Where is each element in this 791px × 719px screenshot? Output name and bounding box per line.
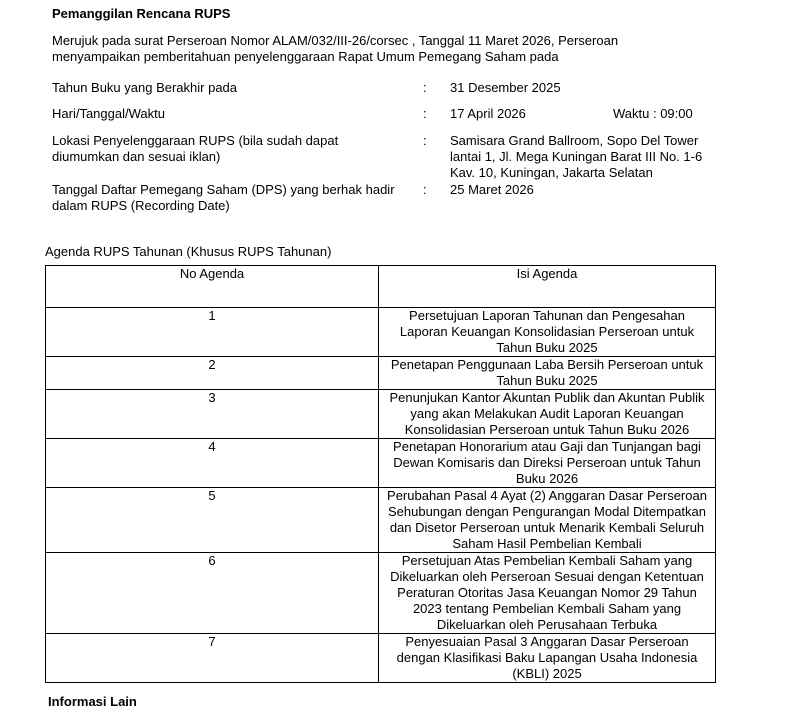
agenda-row	[46, 634, 716, 683]
location-label-line-1: Lokasi Penyelenggaraan RUPS (bila sudah dapat	[52, 133, 339, 148]
agenda-content-line: Tahun Buku 2025	[496, 340, 598, 355]
agenda-content-line: Penyesuaian Pasal 3 Anggaran Dasar Perseroan	[405, 634, 689, 649]
agenda-number: 4	[46, 439, 379, 488]
recording-date-label-line-2: dalam RUPS (Recording Date)	[52, 198, 230, 213]
intro-text-line-1: Merujuk pada surat Perseroan Nomor ALAM/032/III-26/corsec , Tanggal 11 Maret 2026, Perseroan	[52, 33, 619, 48]
date-time-separator: :	[423, 106, 427, 121]
recording-date-separator: :	[423, 182, 427, 197]
agenda-content-line: dan Disetor Perseroan untuk Menarik Kembali Seluruh	[389, 520, 705, 535]
agenda-content-line: (KBLI) 2025	[512, 666, 582, 681]
location-label-line-2: diumumkan dan sesuai iklan)	[52, 149, 221, 164]
location-separator: :	[423, 133, 427, 148]
page-title: Pemanggilan Rencana RUPS	[52, 6, 231, 21]
agenda-number: 6	[46, 553, 379, 634]
agenda-content	[379, 634, 716, 683]
agenda-number: 7	[46, 634, 379, 683]
agenda-content-line: Perubahan Pasal 4 Ayat (2) Anggaran Dasar Perseroan	[387, 488, 707, 503]
agenda-content-line: Persetujuan Laporan Tahunan dan Pengesahan	[409, 308, 685, 323]
agenda-title: Agenda RUPS Tahunan (Khusus RUPS Tahunan)	[45, 244, 332, 259]
meeting-time-value: Waktu : 09:00	[613, 106, 693, 121]
agenda-content	[379, 308, 716, 357]
meeting-date-value: 17 April 2026	[450, 106, 526, 121]
agenda-row	[46, 488, 716, 553]
agenda-content-line: Buku 2026	[515, 471, 579, 486]
agenda-content-line: Persetujuan Atas Pembelian Kembali Saham yang	[401, 553, 693, 568]
location-value-line-1: Samisara Grand Ballroom, Sopo Del Tower	[450, 133, 699, 148]
agenda-content-line: Dikeluarkan oleh Perseroan Sesuai dengan Ketentuan	[390, 569, 704, 584]
column-header-isi-agenda: Isi Agenda	[379, 266, 716, 308]
column-header-no-agenda: No Agenda	[46, 266, 379, 308]
agenda-number: 3	[46, 390, 379, 439]
agenda-number: 5	[46, 488, 379, 553]
agenda-row	[46, 553, 716, 634]
agenda-content	[379, 357, 716, 390]
recording-date-label-line-1: Tanggal Daftar Pemegang Saham (DPS) yang berhak hadir	[52, 182, 395, 197]
agenda-content-line: Tahun Buku 2025	[496, 373, 598, 388]
agenda-row	[46, 357, 716, 390]
fiscal-year-value: 31 Desember 2025	[450, 80, 561, 95]
agenda-content-line: Dewan Komisaris dan Direksi Perseroan untuk Tahun	[393, 455, 701, 470]
agenda-content-line: Saham Hasil Pembelian Kembali	[452, 536, 642, 551]
agenda-row	[46, 390, 716, 439]
recording-date-value: 25 Maret 2026	[450, 182, 534, 197]
agenda-content-line: Konsolidasian Perseroan untuk Tahun Buku 2026	[404, 422, 690, 437]
agenda-table	[45, 265, 716, 683]
agenda-content-line: Penetapan Honorarium atau Gaji dan Tunjangan bagi	[393, 439, 701, 454]
agenda-content-line: Sehubungan dengan Pengurangan Modal Ditempatkan	[387, 504, 707, 519]
agenda-row	[46, 439, 716, 488]
agenda-content	[379, 390, 716, 439]
agenda-content-line: Peraturan Otoritas Jasa Keuangan Nomor 29 Tahun	[397, 585, 697, 600]
agenda-content	[379, 439, 716, 488]
agenda-content-line: Penunjukan Kantor Akuntan Publik dan Akuntan Publik	[389, 390, 705, 405]
agenda-number: 2	[46, 357, 379, 390]
date-time-label: Hari/Tanggal/Waktu	[52, 106, 165, 121]
agenda-number: 1	[46, 308, 379, 357]
agenda-content-line: 2023 tentang Pembelian Kembali Saham yang	[412, 601, 682, 616]
agenda-content	[379, 553, 716, 634]
fiscal-year-label: Tahun Buku yang Berakhir pada	[52, 80, 238, 95]
agenda-body	[46, 308, 716, 683]
agenda-content-line: Penetapan Penggunaan Laba Bersih Perseroan untuk	[390, 357, 704, 372]
fiscal-year-separator: :	[423, 80, 427, 95]
agenda-content	[379, 488, 716, 553]
intro-text-line-2: menyampaikan pemberitahuan penyelenggaraan Rapat Umum Pemegang Saham pada	[52, 49, 559, 64]
agenda-content-line: yang akan Melakukan Audit Laporan Keuangan	[410, 406, 684, 421]
agenda-content-line: Laporan Keuangan Konsolidasian Perseroan untuk	[399, 324, 695, 339]
agenda-row	[46, 308, 716, 357]
agenda-content-line: Dikeluarkan oleh Perusahaan Terbuka	[436, 617, 658, 632]
location-value-line-3: Kav. 10, Kuningan, Jakarta Selatan	[450, 165, 653, 180]
agenda-content-line: dengan Klasifikasi Baku Lapangan Usaha Indonesia	[396, 650, 698, 665]
other-information-heading: Informasi Lain	[48, 694, 137, 709]
location-value-line-2: lantai 1, Jl. Mega Kuningan Barat III No. 1-6	[450, 149, 703, 164]
agenda-header-row	[46, 266, 716, 308]
